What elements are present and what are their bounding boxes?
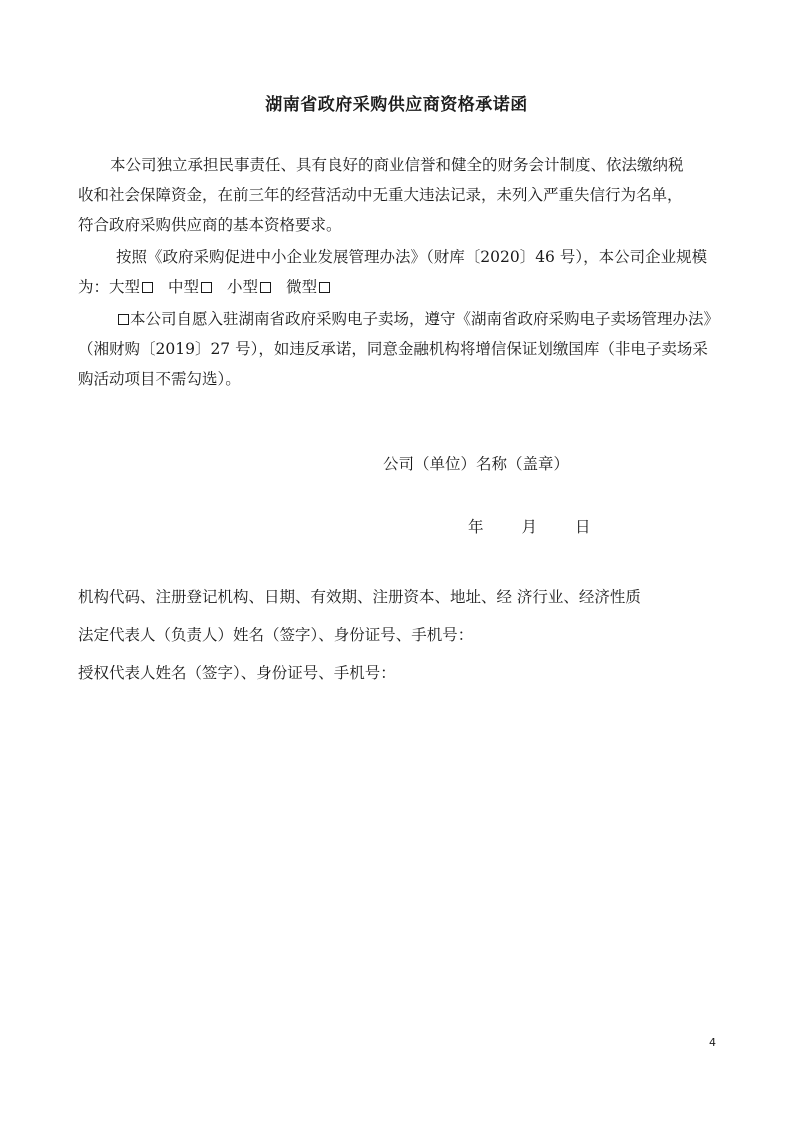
scale-options-line: [78, 272, 718, 302]
paragraph-line: 本公司独立承担民事责任、具有良好的商业信誉和健全的财务会计制度、依法缴纳税: [110, 156, 684, 174]
date-day-label: 日: [575, 518, 591, 536]
paragraph-line: [78, 304, 718, 334]
e-mall-commitment-paragraph: [78, 304, 718, 394]
scale-large-checkbox[interactable]: [142, 282, 153, 293]
e-mall-commitment-text: 本公司自愿入驻湖南省政府采购电子卖场，遵守《湖南省政府采购电子卖场管理办法》: [130, 310, 720, 328]
paragraph-line: 购活动项目不需勾选）。: [78, 370, 241, 388]
date-month-label: 月: [521, 518, 538, 536]
scale-micro-checkbox[interactable]: [319, 282, 330, 293]
scale-option-label: 中型: [168, 278, 200, 296]
enterprise-scale-paragraph: [78, 242, 718, 302]
company-seal-label: 公司（单位）名称（盖章）: [383, 455, 570, 473]
date-year-label: 年: [468, 518, 484, 536]
scale-option-small[interactable]: [227, 278, 272, 296]
paragraph-line: 符合政府采购供应商的基本资格要求。: [78, 216, 342, 234]
document-title: 湖南省政府采购供应商资格承诺函: [265, 95, 528, 115]
scale-option-label: 微型: [286, 278, 318, 296]
scale-medium-checkbox[interactable]: [201, 282, 212, 293]
scale-option-micro[interactable]: [286, 278, 331, 296]
scale-option-label: 大型: [109, 278, 141, 296]
scale-small-checkbox[interactable]: [260, 282, 271, 293]
qualification-paragraph: [78, 150, 718, 240]
legal-representative-line: 法定代表人（负责人）姓名（签字）、身份证号、手机号：: [78, 626, 474, 644]
authorized-representative-line: 授权代表人姓名（签字）、身份证号、手机号：: [78, 664, 396, 682]
signature-date: [468, 515, 591, 537]
organization-info-line: 机构代码、注册登记机构、日期、有效期、注册资本、地址、经 济行业、经济性质: [78, 588, 641, 606]
scale-option-medium[interactable]: [168, 278, 213, 296]
page-number: 4: [709, 1036, 716, 1049]
e-mall-checkbox[interactable]: [118, 314, 129, 325]
scale-option-large[interactable]: [109, 278, 154, 296]
scale-option-label: 小型: [227, 278, 259, 296]
paragraph-line: （湘财购〔2019〕27 号），如违反承诺，同意金融机构将增信保证划缴国库（非电子卖场采: [78, 340, 708, 358]
paragraph-line: 收和社会保障资金，在前三年的经营活动中无重大违法记录，未列入严重失信行为名单，: [78, 186, 683, 204]
scale-prefix: 为：: [78, 278, 110, 296]
paragraph-line: 按照《政府采购促进中小企业发展管理办法》（财库〔2020〕46 号），本公司企业规模: [116, 248, 708, 266]
